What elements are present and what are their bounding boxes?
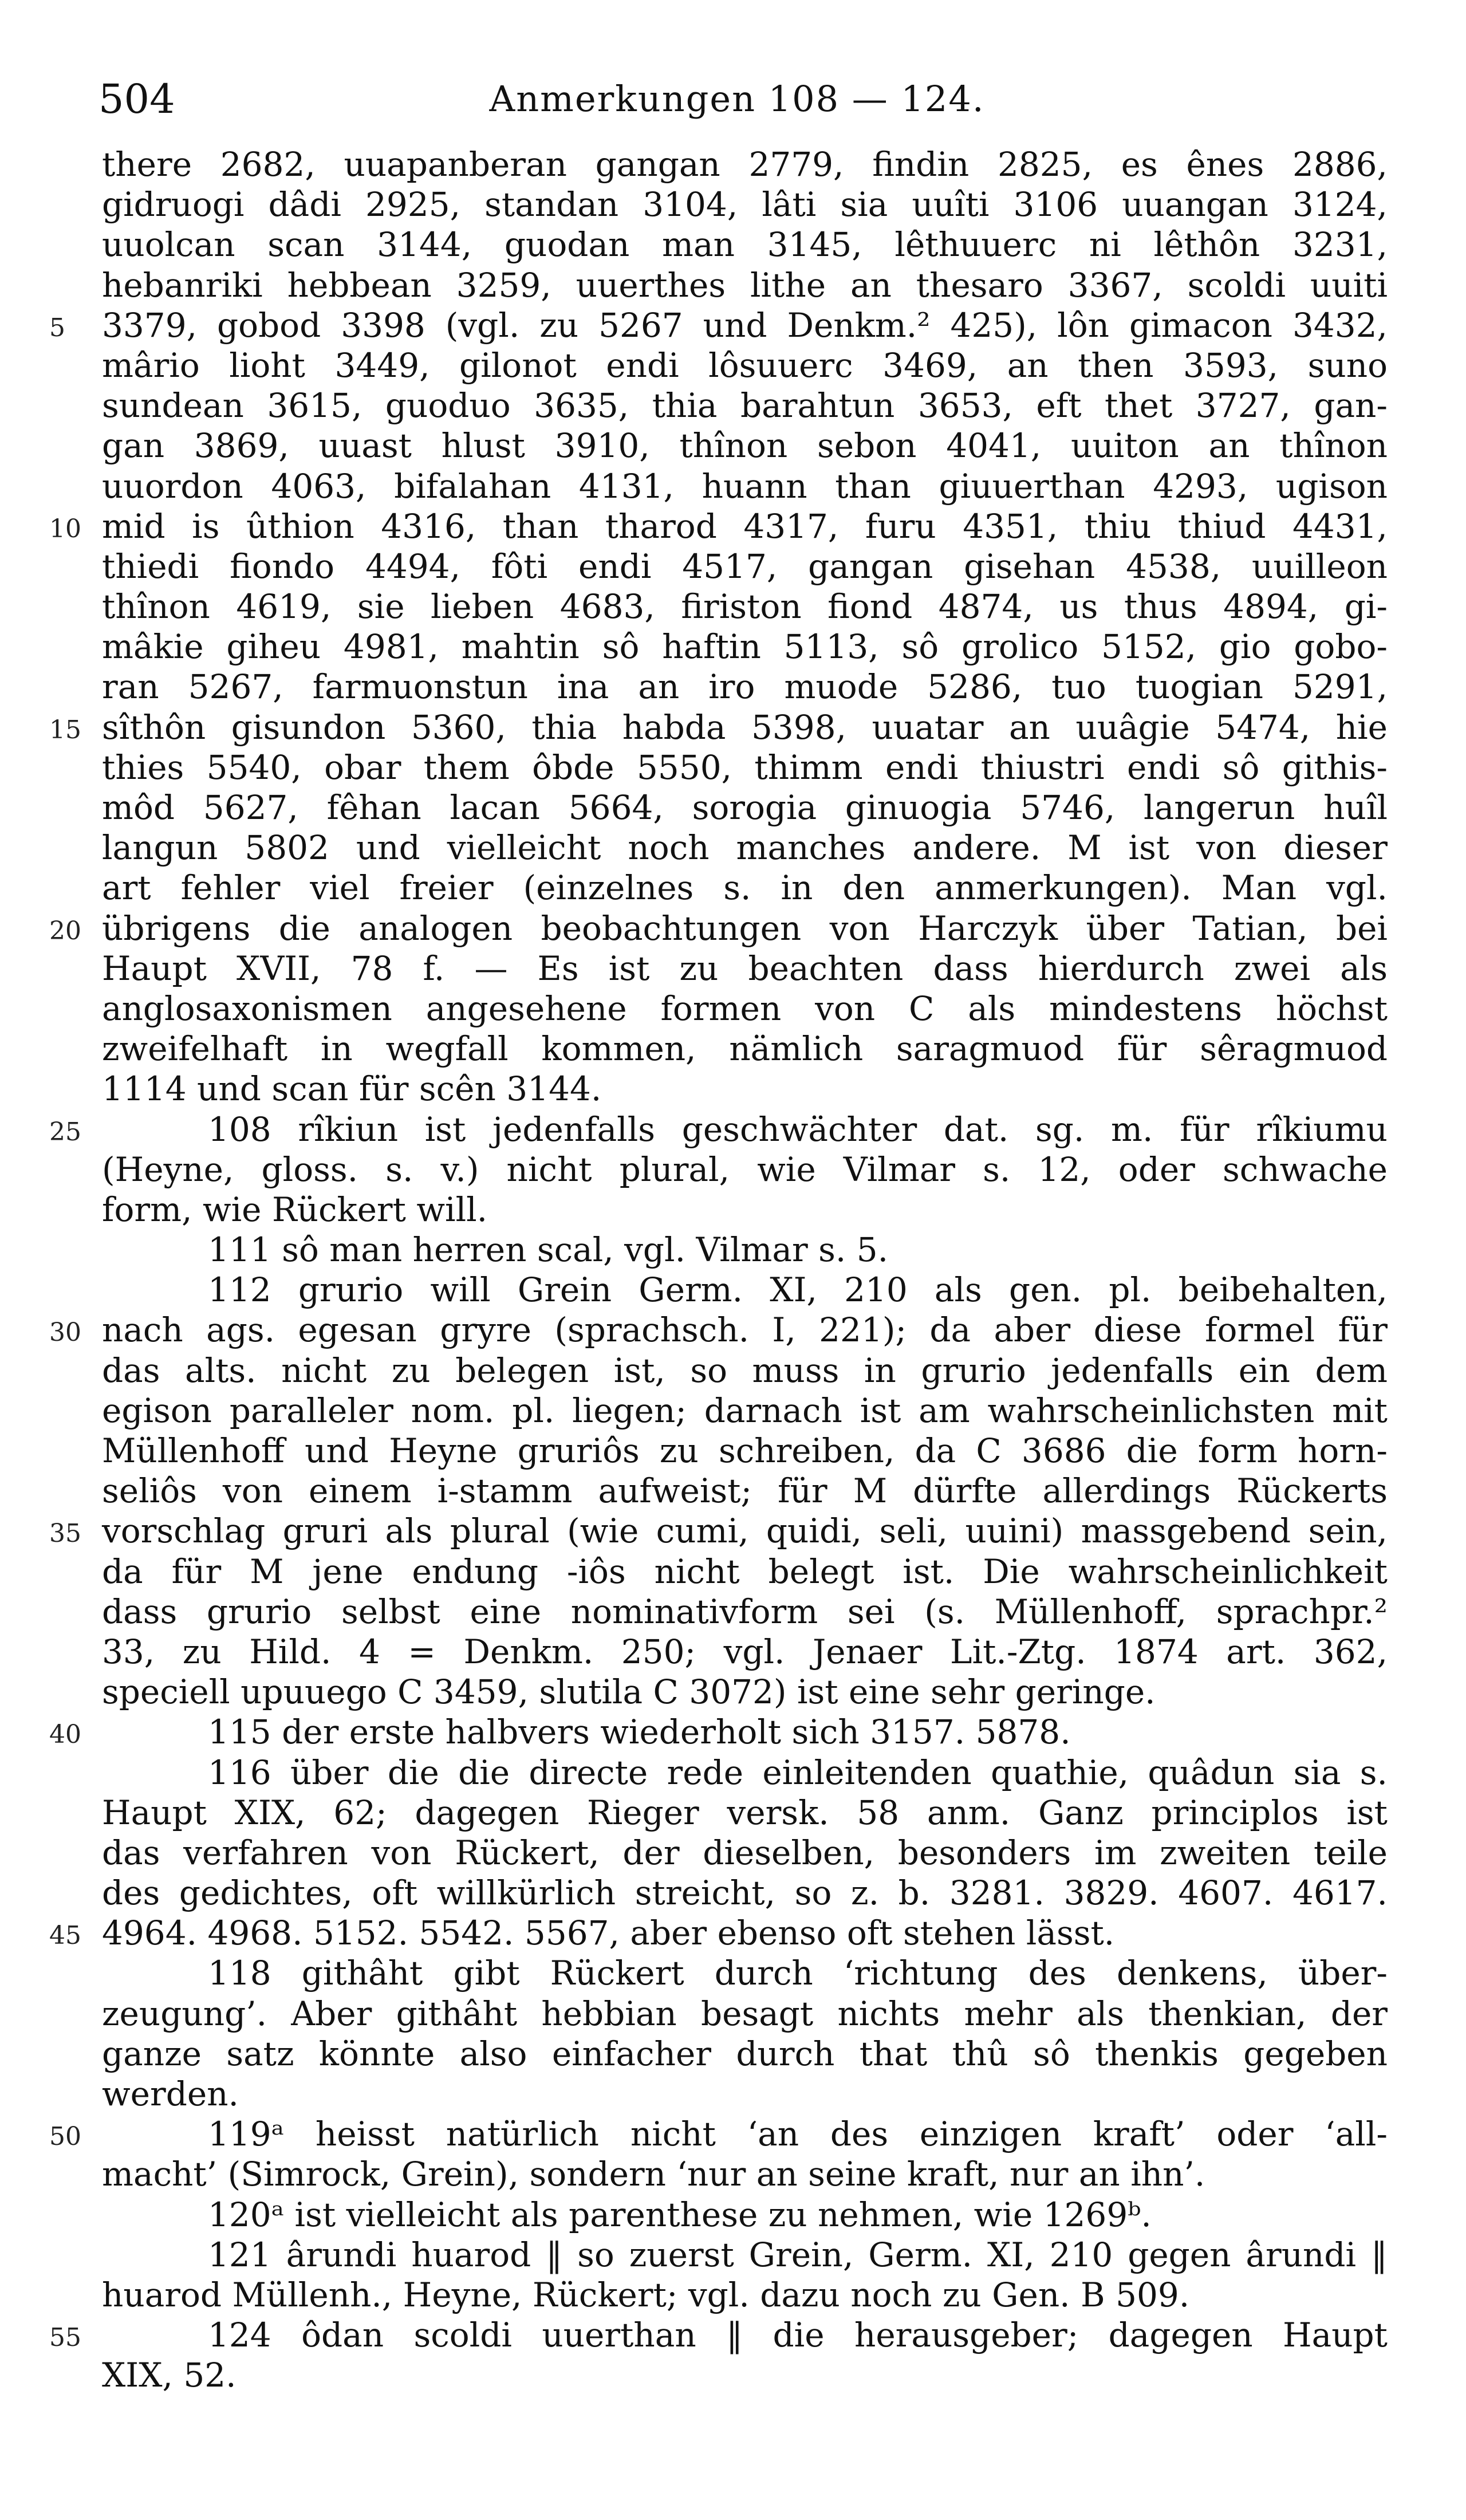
- line-text: 118 githâht gibt Rückert durch ‘richtung des denkens, über-: [208, 1954, 1388, 1993]
- text-line: [49, 1511, 1388, 1551]
- text-line: [49, 1913, 1388, 1953]
- text-line: [49, 1109, 1388, 1149]
- line-text: zweifelhaft in wegfall kommen, nämlich saragmuod für sêragmuod: [102, 1029, 1388, 1069]
- text-line: [102, 1230, 1388, 1270]
- line-text: XIX, 52.: [102, 2356, 237, 2395]
- text-line: [102, 1069, 1388, 1109]
- line-text: (Heyne, gloss. s. v.) nicht plural, wie Vilmar s. 12, oder schwache: [102, 1149, 1388, 1189]
- line-text: dass grurio selbst eine nominativform sei (s. Müllenhoff, sprachpr.²: [102, 1592, 1388, 1631]
- text-line: [49, 506, 1388, 546]
- line-text: ran 5267, farmuonstun ina an iro muode 5286, tuo tuogian 5291,: [102, 667, 1388, 707]
- text-line: [102, 1753, 1388, 1793]
- line-number: 25: [49, 1117, 81, 1147]
- text-line: [102, 2195, 1388, 2235]
- line-text: môd 5627, fêhan lacan 5664, sorogia ginuogia 5746, langerun huîl: [102, 788, 1388, 827]
- line-text: seliôs von einem i-stamm aufweist; für M dürfte allerdings Rückerts: [102, 1471, 1388, 1511]
- line-text: gidruogi dâdi 2925, standan 3104, lâti sia uuîti 3106 uuangan 3124,: [102, 185, 1388, 225]
- line-text: Haupt XIX, 62; dagegen Rieger versk. 58 anm. Ganz principlos ist: [102, 1793, 1388, 1832]
- line-text: 124 ôdan scoldi uuerthan ‖ die herausgeber; dagegen Haupt: [208, 2316, 1388, 2355]
- page-header: [98, 73, 1376, 125]
- text-line: [102, 2275, 1388, 2315]
- text-line: [102, 1994, 1388, 2034]
- line-text: 115 der erste halbvers wiederholt sich 3157. 5878.: [208, 1712, 1071, 1752]
- text-line: [102, 1190, 1388, 1230]
- text-line: [102, 828, 1388, 868]
- running-head: Anmerkungen 108 — 124.: [489, 78, 985, 120]
- text-line: [102, 1471, 1388, 1511]
- annotation-text: [49, 144, 1388, 2396]
- line-text: uuolcan scan 3144, guodan man 3145, lêthuuerc ni lêthôn 3231,: [102, 225, 1388, 265]
- text-line: [102, 265, 1388, 305]
- line-text: mâkie giheu 4981, mahtin sô haftin 5113, sô grolico 5152, gio gobo-: [102, 627, 1388, 667]
- text-line: [49, 2114, 1388, 2154]
- text-line: [102, 144, 1388, 184]
- line-text: Haupt XVII, 78 f. — Es ist zu beachten dass hierdurch zwei als: [102, 948, 1388, 988]
- text-line: [102, 1672, 1388, 1712]
- text-line: [102, 948, 1388, 989]
- line-text: 112 grurio will Grein Germ. XI, 210 als gen. pl. beibehalten,: [208, 1270, 1388, 1310]
- line-text: mid is ûthion 4316, than tharod 4317, furu 4351, thiu thiud 4431,: [102, 506, 1388, 546]
- text-line: [102, 1149, 1388, 1190]
- line-number: 5: [49, 313, 65, 342]
- line-text: vorschlag gruri als plural (wie cumi, quidi, seli, uuini) massgebend sein,: [102, 1511, 1388, 1551]
- line-text: there 2682, uuapanberan gangan 2779, findin 2825, es ênes 2886,: [102, 145, 1388, 184]
- line-text: huarod Müllenh., Heyne, Rückert; vgl. dazu noch zu Gen. B 509.: [102, 2275, 1190, 2314]
- line-text: thiedi fiondo 4494, fôti endi 4517, gangan gisehan 4538, uuilleon: [102, 546, 1388, 586]
- line-text: sîthôn gisundon 5360, thia habda 5398, uuatar an uuâgie 5474, hie: [102, 707, 1388, 747]
- line-number: 30: [49, 1318, 81, 1348]
- line-number: 45: [49, 1921, 81, 1951]
- text-line: [102, 868, 1388, 908]
- line-text: das verfahren von Rückert, der dieselben, besonders im zweiten teile: [102, 1833, 1388, 1872]
- line-text: gan 3869, uuast hlust 3910, thînon sebon 4041, uuiton an thînon: [102, 426, 1388, 466]
- line-text: form, wie Rückert will.: [102, 1190, 488, 1229]
- text-line: [102, 2034, 1388, 2074]
- line-text: 4964. 4968. 5152. 5542. 5567, aber ebenso oft stehen lässt.: [102, 1913, 1115, 1953]
- text-line: [102, 2154, 1388, 2194]
- line-text: thînon 4619, sie lieben 4683, firiston fiond 4874, us thus 4894, gi-: [102, 587, 1388, 627]
- line-number: 35: [49, 1519, 81, 1549]
- line-text: das alts. nicht zu belegen ist, so muss in grurio jedenfalls ein dem: [102, 1350, 1388, 1390]
- text-line: [102, 1029, 1388, 1069]
- page-number: 504: [98, 76, 175, 123]
- line-number: 40: [49, 1720, 81, 1750]
- text-line: [102, 989, 1388, 1029]
- text-line: [102, 667, 1388, 707]
- text-line: [49, 305, 1388, 345]
- line-number: 10: [49, 514, 81, 544]
- text-line: [102, 1953, 1388, 1993]
- line-text: thies 5540, obar them ôbde 5550, thimm endi thiustri endi sô githis-: [102, 747, 1388, 787]
- text-line: [102, 1793, 1388, 1833]
- line-text: da für M jene endung -iôs nicht belegt ist. Die wahrscheinlichkeit: [102, 1552, 1388, 1591]
- text-line: [49, 1712, 1388, 1752]
- text-line: [49, 908, 1388, 948]
- text-line: [102, 1592, 1388, 1632]
- line-text: sundean 3615, guoduo 3635, thia barahtun 3653, eft thet 3727, gan-: [102, 386, 1388, 426]
- line-text: art fehler viel freier (einzelnes s. in den anmerkungen). Man vgl.: [102, 868, 1388, 908]
- line-text: 108 rîkiun ist jedenfalls geschwächter dat. sg. m. für rîkiumu: [208, 1109, 1388, 1149]
- line-number: 20: [49, 916, 81, 946]
- text-line: [49, 1310, 1388, 1350]
- text-line: [102, 1632, 1388, 1672]
- text-line: [102, 1350, 1388, 1391]
- line-text: des gedichtes, oft willkürlich streicht, so z. b. 3281. 3829. 4607. 4617.: [102, 1873, 1388, 1913]
- line-number: 15: [49, 715, 81, 745]
- text-line: [102, 225, 1388, 265]
- line-text: egison paralleler nom. pl. liegen; darnach ist am wahrscheinlichsten mit: [102, 1391, 1388, 1430]
- line-text: speciell upuuego C 3459, slutila C 3072) ist eine sehr geringe.: [102, 1672, 1156, 1712]
- line-text: mârio lioht 3449, gilonot endi lôsuuerc 3469, an then 3593, suno: [102, 345, 1388, 385]
- text-line: [102, 1833, 1388, 1873]
- text-line: [102, 2235, 1388, 2275]
- text-line: [102, 627, 1388, 667]
- line-text: 119ᵃ heisst natürlich nicht ‘an des einzigen kraft’ oder ‘all-: [208, 2115, 1388, 2154]
- text-line: [102, 788, 1388, 828]
- line-text: 116 über die die directe rede einleitenden quathie, quâdun sia s.: [208, 1753, 1388, 1792]
- text-line: [102, 184, 1388, 225]
- text-line: [102, 1431, 1388, 1471]
- line-text: 33, zu Hild. 4 = Denkm. 250; vgl. Jenaer Lit.-Ztg. 1874 art. 362,: [102, 1632, 1388, 1671]
- line-number: 55: [49, 2323, 81, 2353]
- line-text: nach ags. egesan gryre (sprachsch. I, 221); da aber diese formel für: [102, 1310, 1388, 1350]
- text-line: [102, 747, 1388, 788]
- text-line: [102, 546, 1388, 586]
- text-line: [102, 1552, 1388, 1592]
- line-text: uuordon 4063, bifalahan 4131, huann than giuuerthan 4293, ugison: [102, 466, 1388, 506]
- line-text: zeugung’. Aber githâht hebbian besagt nichts mehr als thenkian, der: [102, 1994, 1388, 2033]
- line-text: 111 sô man herren scal, vgl. Vilmar s. 5.: [208, 1230, 889, 1270]
- line-text: 1114 und scan für scên 3144.: [102, 1069, 602, 1109]
- line-text: 121 ârundi huarod ‖ so zuerst Grein, Germ. XI, 210 gegen ârundi ‖: [208, 2235, 1388, 2274]
- line-text: ganze satz könnte also einfacher durch that thû sô thenkis gegeben: [102, 2034, 1388, 2073]
- text-line: [102, 2074, 1388, 2114]
- text-line: [102, 1873, 1388, 1913]
- text-line: [102, 345, 1388, 385]
- line-text: anglosaxonismen angesehene formen von C als mindestens höchst: [102, 989, 1388, 1028]
- text-line: [102, 2355, 1388, 2395]
- text-line: [49, 2315, 1388, 2355]
- line-text: 3379, gobod 3398 (vgl. zu 5267 und Denkm.² 425), lôn gimacon 3432,: [102, 305, 1388, 345]
- text-line: [102, 586, 1388, 627]
- text-line: [102, 466, 1388, 506]
- text-line: [102, 385, 1388, 426]
- text-line: [49, 707, 1388, 747]
- line-number: 50: [49, 2122, 81, 2152]
- line-text: macht’ (Simrock, Grein), sondern ‘nur an seine kraft, nur an ihn’.: [102, 2155, 1205, 2194]
- line-text: 120ᵃ ist vielleicht als parenthese zu nehmen, wie 1269ᵇ.: [208, 2195, 1152, 2234]
- text-line: [102, 1391, 1388, 1431]
- text-line: [102, 1270, 1388, 1310]
- line-text: hebanriki hebbean 3259, uuerthes lithe an thesaro 3367, scoldi uuiti: [102, 265, 1388, 305]
- text-line: [102, 426, 1388, 466]
- line-text: übrigens die analogen beobachtungen von Harczyk über Tatian, bei: [102, 908, 1388, 948]
- line-text: werden.: [102, 2074, 239, 2113]
- line-text: langun 5802 und vielleicht noch manches andere. M ist von dieser: [102, 828, 1388, 868]
- line-text: Müllenhoff und Heyne gruriôs zu schreiben, da C 3686 die form horn-: [102, 1431, 1388, 1470]
